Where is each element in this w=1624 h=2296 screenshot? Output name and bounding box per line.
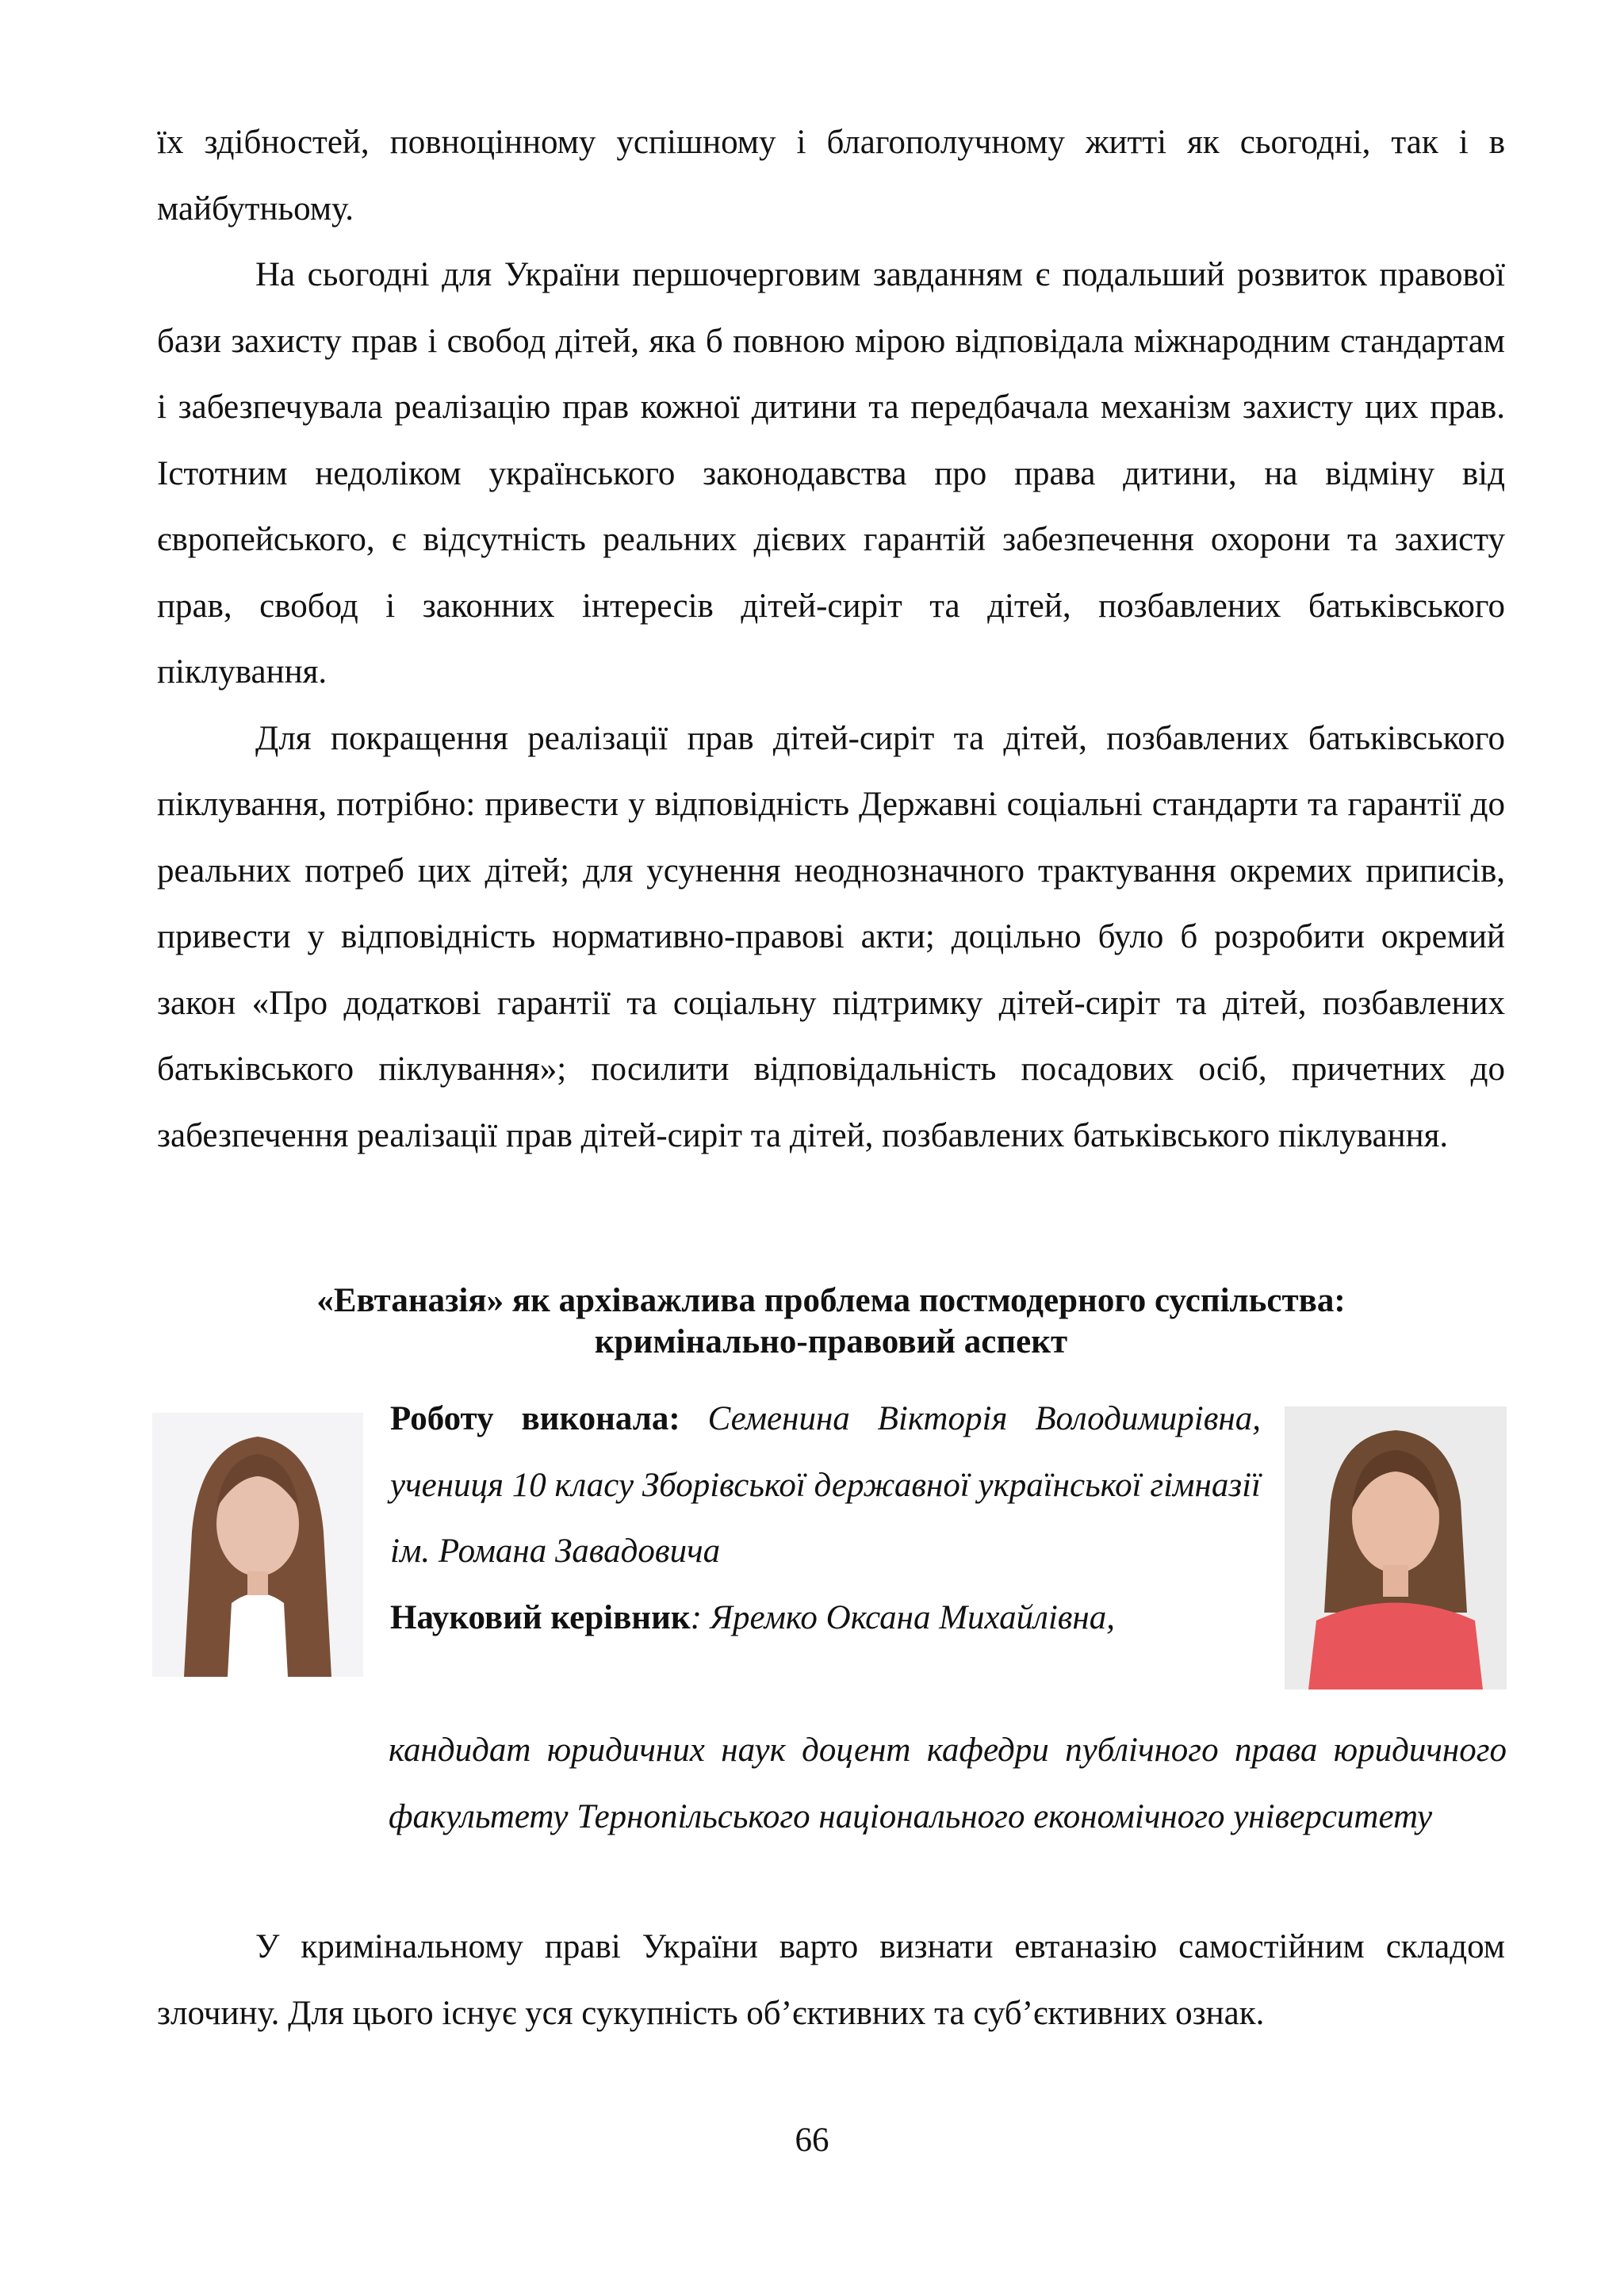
- supervisor-affiliation-text: кандидат юридичних наук доцент кафедри публічного права юридичного факультету Тернопільського національного економічного університету: [389, 1732, 1507, 1835]
- article-title-line-1: «Евтаназія» як архіважлива проблема постмодерного суспільства:: [316, 1282, 1346, 1319]
- paragraph-priority: На сьогодні для України першочерговим завданням є подальший розвиток правової бази захисту прав і свобод дітей, яка б повною мірою відповідала міжнародним стандартам і забезпечувала реалізацію прав кожної дитини та передбачала механізм захисту цих прав. Істотним недоліком українського законодавства про права дитини, на відміну від європейського, є відсутність реальних дієвих гарантій забезпечення охорони та захисту прав, свобод і законних інтересів дітей-сиріт та дітей, позбавлених батьківського піклування.: [157, 256, 1505, 691]
- paragraph-continuation: їх здібностей, повноцінному успішному і благополучному житті як сьогодні, так і в майбутньому.: [157, 124, 1505, 228]
- author-block: [390, 1386, 1261, 1651]
- author-details: Семенина Вікторія Володимирівна, учениця 10 класу Зборівської державної української гімназії ім. Романа Завадовича: [390, 1400, 1262, 1570]
- supervisor-label: Науковий керівник: [390, 1598, 691, 1636]
- closing-section: [157, 1914, 1505, 2046]
- article-title-line-2: кримінально-правовий аспект: [594, 1323, 1068, 1360]
- supervisor-name: Яремко Оксана Михайлівна,: [710, 1598, 1116, 1636]
- supervisor-affiliation: [389, 1717, 1507, 1850]
- page-number: 66: [795, 2122, 829, 2159]
- paragraph-improvement: Для покращення реалізації прав дітей-сиріт та дітей, позбавлених батьківського піклування, потрібно: привести у відповідність Державні соціальні стандарти та гарантії до реальних потреб цих дітей; для усунення неоднозначного трактування окремих приписів, привести у відповідність нормативно-правові акти; доцільно було б розробити окремий закон «Про додаткові гарантії та соціальну підтримку дітей-сиріт та дітей, позбавлених батьківського піклування»; посилити відповідальність посадових осіб, причетних до забезпечення реалізації прав дітей-сиріт та дітей, позбавлених батьківського піклування.: [157, 719, 1505, 1154]
- supervisor-info: [390, 1585, 1261, 1651]
- supervisor-photo: [1285, 1406, 1507, 1689]
- author-info: [390, 1386, 1261, 1585]
- supervisor-colon: :: [690, 1598, 702, 1636]
- student-photo: [152, 1413, 363, 1677]
- intro-section: [157, 109, 1505, 1169]
- author-label: Роботу виконала:: [390, 1400, 680, 1437]
- paragraph-euthanasia: У кримінальному праві України варто визнати евтаназію самостійним складом злочину. Для цього існує уся сукупність об’єктивних та суб’єктивних ознак.: [157, 1928, 1505, 2032]
- article-title: [157, 1280, 1505, 1363]
